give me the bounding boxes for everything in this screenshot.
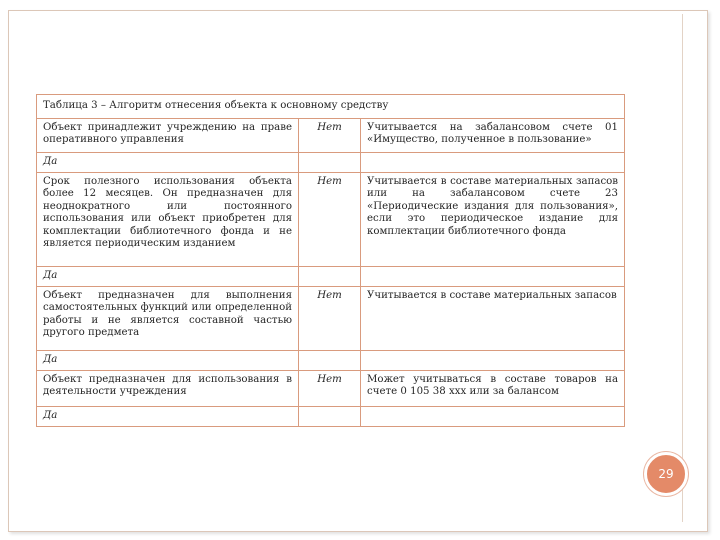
empty-cell bbox=[361, 153, 625, 173]
table-row bbox=[37, 407, 625, 427]
table-row bbox=[37, 173, 625, 267]
yes-cell: Да bbox=[37, 407, 299, 427]
action-cell: Может учитываться в составе товаров на счете 0 105 38 xxx или за балансом bbox=[361, 371, 625, 407]
table-caption-row bbox=[37, 95, 625, 119]
condition-cell: Объект предназначен для выполнения самостоятельных функций или определенной работы и не является составной частью другого предмета bbox=[37, 287, 299, 351]
yes-cell: Да bbox=[37, 153, 299, 173]
condition-cell: Срок полезного использования объекта более 12 месяцев. Он предназначен для неоднократного или постоянного использования или объект приобретен для комплектации библиотечного фонда и не является периодическим изданием bbox=[37, 173, 299, 267]
no-cell: Нет bbox=[299, 173, 361, 267]
no-cell: Нет bbox=[299, 371, 361, 407]
empty-cell bbox=[299, 153, 361, 173]
no-cell: Нет bbox=[299, 119, 361, 153]
empty-cell bbox=[361, 407, 625, 427]
table-row bbox=[37, 119, 625, 153]
action-cell: Учитывается в составе материальных запасов bbox=[361, 287, 625, 351]
yes-cell: Да bbox=[37, 351, 299, 371]
table-caption: Таблица 3 – Алгоритм отнесения объекта к основному средству bbox=[37, 95, 625, 119]
decorative-border bbox=[682, 14, 695, 522]
yes-cell: Да bbox=[37, 267, 299, 287]
action-cell: Учитывается на забалансовом счете 01 «Имущество, полученное в пользование» bbox=[361, 119, 625, 153]
action-cell: Учитывается в составе материальных запасов или на забалансовом счете 23 «Периодические издания для пользования», если это периодическое издание для комплектации библиотечного фонда bbox=[361, 173, 625, 267]
empty-cell bbox=[361, 267, 625, 287]
algorithm-table bbox=[36, 94, 625, 427]
empty-cell bbox=[299, 351, 361, 371]
table-row bbox=[37, 287, 625, 351]
table-row bbox=[37, 153, 625, 173]
page-number-badge: 29 bbox=[644, 452, 688, 496]
empty-cell bbox=[299, 267, 361, 287]
empty-cell bbox=[361, 351, 625, 371]
empty-cell bbox=[299, 407, 361, 427]
table-row bbox=[37, 267, 625, 287]
table-row bbox=[37, 351, 625, 371]
condition-cell: Объект предназначен для использования в деятельности учреждения bbox=[37, 371, 299, 407]
condition-cell: Объект принадлежит учреждению на праве оперативного управления bbox=[37, 119, 299, 153]
no-cell: Нет bbox=[299, 287, 361, 351]
table-row bbox=[37, 371, 625, 407]
